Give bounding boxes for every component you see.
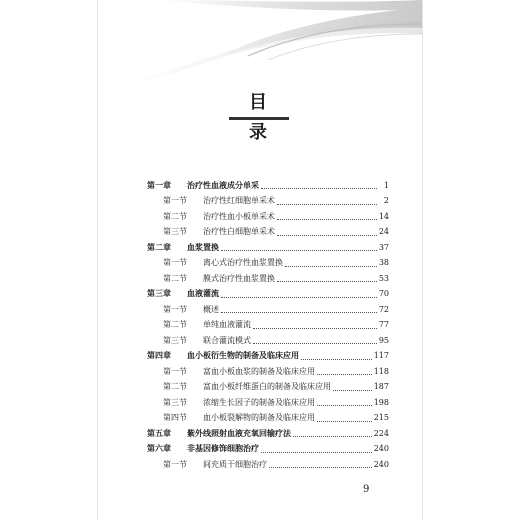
toc-entry-page: 2 [383,196,389,206]
toc-entry-title: 血液灌流 [187,289,219,299]
toc-section-entry[interactable] [147,333,389,349]
dot-leader [317,374,372,375]
toc-section-entry[interactable] [147,256,389,272]
toc-entry-label: 第二节 [163,320,187,330]
toc-entry-label: 第一节 [163,459,187,469]
toc-entry-page: 224 [373,428,389,438]
toc-entry-title: 膜式治疗性血浆置换 [203,273,275,283]
dot-leader [261,188,377,189]
book-page [98,0,422,520]
toc-section-entry[interactable] [147,395,389,411]
toc-entry-label: 第一节 [163,304,187,314]
toc-entry-page: 24 [378,227,389,237]
toc-section-entry[interactable] [147,209,389,225]
title-underline [229,117,289,120]
toc-entry-title: 紫外线照射血液充氧回输疗法 [187,428,291,438]
toc-chapter-entry[interactable] [147,349,389,365]
toc-entry-page: 187 [373,382,389,392]
dot-leader [277,235,377,236]
toc-section-entry[interactable] [147,457,389,473]
toc-entry-title: 治疗性血液成分单采 [187,180,259,190]
dot-leader [285,266,377,267]
toc-entry-label: 第一节 [163,196,187,206]
dot-leader [253,343,377,344]
toc-entry-title: 治疗性红细胞单采术 [203,196,275,206]
toc-entry-label: 第四章 [147,351,171,361]
toc-entry-page: 118 [373,366,389,376]
dot-leader [317,421,372,422]
toc-section-entry[interactable] [147,194,389,210]
toc-chapter-entry[interactable] [147,442,389,458]
toc-entry-title: 血浆置换 [187,242,219,252]
toc-entry-title: 单纯血液灌流 [203,320,251,330]
toc-chapter-entry[interactable] [147,178,389,194]
toc-entry-page: 240 [373,459,389,469]
dot-leader [277,204,377,205]
toc-entry-title: 间充质干细胞治疗 [203,459,267,469]
dot-leader [333,390,372,391]
toc-entry-page: 38 [378,258,389,268]
toc-entry-label: 第四节 [163,413,187,423]
toc-entry-page: 117 [373,351,389,361]
toc-entry-page: 70 [378,289,389,299]
toc-entry-page: 72 [378,304,389,314]
toc-section-entry[interactable] [147,411,389,427]
toc-entry-label: 第三节 [163,397,187,407]
toc-entry-label: 第三节 [163,335,187,345]
toc-section-entry[interactable] [147,380,389,396]
toc-entry-page: 53 [378,273,389,283]
toc-entry-page: 240 [373,444,389,454]
toc-entry-title: 治疗性血小板单采术 [203,211,275,221]
dot-leader [277,219,377,220]
page-number: 9 [363,484,370,495]
toc-entry-page: 215 [373,413,389,423]
toc-entry-page: 95 [378,335,389,345]
toc-entry-label: 第二节 [163,273,187,283]
toc-chapter-entry[interactable] [147,287,389,303]
toc-entry-label: 第二节 [163,382,187,392]
dot-leader [221,250,377,251]
toc-section-entry[interactable] [147,302,389,318]
toc-chapter-entry[interactable] [147,426,389,442]
dot-leader [253,328,377,329]
dot-leader [293,436,372,437]
dot-leader [301,359,372,360]
toc-entry-title: 富血小板血浆的制备及临床应用 [203,366,315,376]
dot-leader [261,452,372,453]
toc-section-entry[interactable] [147,318,389,334]
toc-section-entry[interactable] [147,225,389,241]
toc-entry-title: 非基因修饰细胞治疗 [187,444,259,454]
toc-entry-label: 第二节 [163,211,187,221]
dot-leader [317,405,372,406]
toc-entry-title: 离心式治疗性血浆置换 [203,258,283,268]
toc-entry-title: 血小板衍生物的制备及临床应用 [187,351,299,361]
dot-leader [277,281,377,282]
toc-entry-title: 概述 [203,304,219,314]
toc-section-entry[interactable] [147,364,389,380]
dot-leader [221,297,377,298]
toc-entry-title: 血小板裂解物的制备及临床应用 [203,413,315,423]
toc-entry-title: 浓缩生长因子的制备及临床应用 [203,397,315,407]
toc-entry-label: 第二章 [147,242,171,252]
toc-entry-page: 14 [378,211,389,221]
toc-entry-label: 第三节 [163,227,187,237]
toc-entry-label: 第六章 [147,444,171,454]
dot-leader [221,312,377,313]
toc-entry-label: 第一章 [147,180,171,190]
toc-entry-page: 198 [373,397,389,407]
toc-entry-title: 联合灌流模式 [203,335,251,345]
toc-entry-label: 第五章 [147,428,171,438]
toc-section-entry[interactable] [147,271,389,287]
toc-entry-page: 37 [378,242,389,252]
toc-entry-label: 第三章 [147,289,171,299]
toc-title-block [229,88,289,143]
toc-entry-label: 第一节 [163,366,187,376]
toc-chapter-entry[interactable] [147,240,389,256]
table-of-contents [147,178,389,473]
toc-entry-title: 富血小板纤维蛋白的制备及临床应用 [203,382,331,392]
toc-entry-page: 77 [378,320,389,330]
toc-entry-title: 治疗性白细胞单采术 [203,227,275,237]
page-title: 目录 [249,92,277,143]
toc-entry-label: 第一节 [163,258,187,268]
toc-entry-page: 1 [383,180,389,190]
dot-leader [269,467,372,468]
